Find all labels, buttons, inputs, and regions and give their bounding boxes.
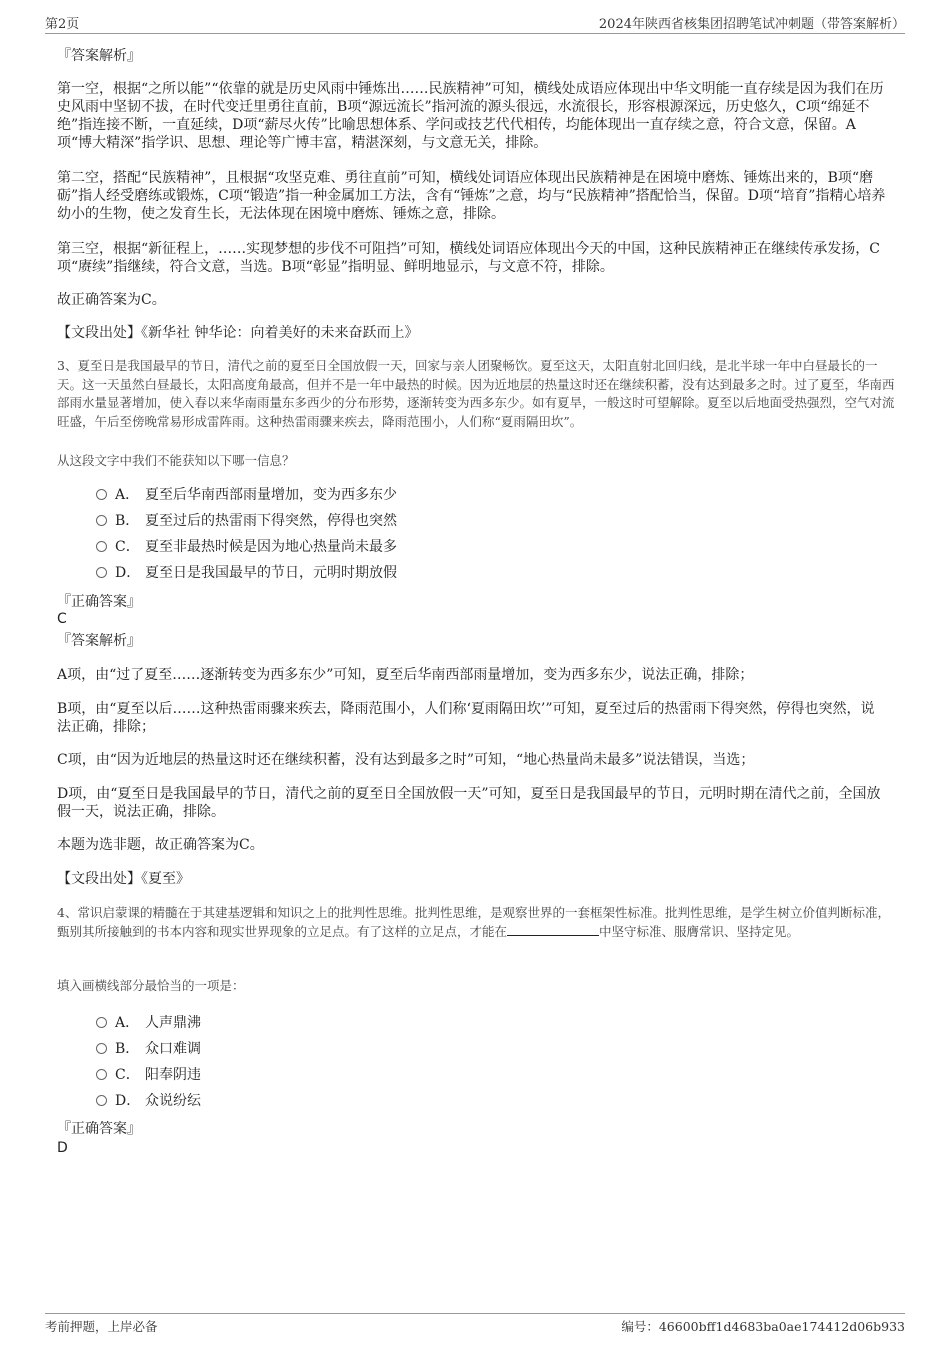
option-c[interactable]: C． 阳奉阴违 [96,1065,201,1085]
question-4-prompt: 填入画横线部分最恰当的一项是： [57,978,245,993]
option-c[interactable]: C． 夏至非最热时候是因为地心热量尚未最多 [96,537,397,557]
radio-icon[interactable] [96,541,107,552]
document-title: 2024年陕西省核集团招聘笔试冲刺题（带答案解析） [598,17,905,32]
question-3-stem: 3、夏至日是我国最早的节日，清代之前的夏至日全国放假一天，回家与亲人团聚畅饮。夏至这天，太阳直射北回归线，是北半球一年中白昼最长的一天。这一天虽然白昼最长，太阳高度角最高，但并不是一年中最热的时候。因为近地层的热量这时还在继续积蓄，没有达到最多之时。过了夏至，华南西部雨水量显著增加，使入春以来华南雨量东多西少的分布形势，逐渐转变为西多东少。如有夏旱，一般这时可望解除。夏至以后地面受热强烈，空气对流旺盛，午后至傍晚常易形成雷阵雨。这种热雷雨骤来疾去，降雨范围小，人们称“夏雨隔田坎”。 [57,358,895,429]
option-d[interactable]: D． 众说纷纭 [96,1091,201,1111]
footer-note: 考前押题，上岸必备 [45,1319,158,1334]
option-a[interactable]: A． 人声鼎沸 [96,1013,201,1033]
analysis-paragraph-3: 第三空，根据“新征程上，……实现梦想的步伐不可阻挡”可知，横线处词语应体现出今天的中国，这种民族精神正在继续传承发扬，C项“赓续”指继续，符合文意，当选。B项“彰显”指明显、鲜明地显示，与文意不符，排除。 [57,241,881,275]
option-a[interactable]: A． 夏至后华南西部雨量增加，变为西多东少 [96,485,397,505]
correct-answer-label: 『正确答案』 [57,594,141,610]
correct-answer: C [57,611,67,627]
option-b[interactable]: B． 众口难调 [96,1039,201,1059]
radio-icon[interactable] [96,1095,107,1106]
analysis-paragraph-1: 第一空，根据“之所以能”“依靠的就是历史风雨中锤炼出……民族精神”可知，横线处成语应体现出中华文明能一直存续是因为我们在历史风雨中坚韧不拔，在时代变迁里勇往直前，B项“源远流长”指河流的源头很远，水流很长，形容根源深远，历史悠久，C项“绵延不绝”指连接不断，一直延续，D项“薪尽火传”比喻思想体系、学问或技艺代代相传，均能体现出一直存续之意，符合文意，保留。A项“博大精深”指学识、思想、理论等广博丰富，精湛深刻，与文意无关，排除。 [57,81,884,151]
radio-icon[interactable] [96,515,107,526]
radio-icon[interactable] [96,1069,107,1080]
analysis-item-b: B项，由“夏至以后……这种热雷雨骤来疾去，降雨范围小，人们称‘夏雨隔田坎’”可知，夏至过后的热雷雨下得突然，停得也突然，说法正确，排除； [57,701,875,735]
radio-icon[interactable] [96,489,107,500]
question-3-prompt: 从这段文字中我们不能获知以下哪一信息？ [57,453,295,468]
correct-answer-label: 『正确答案』 [57,1121,141,1137]
option-d[interactable]: D． 夏至日是我国最早的节日，元明时期放假 [96,563,397,583]
source-citation: 【文段出处】《新华社 钟华论：向着美好的未来奋跃而上》 [57,325,419,341]
document-serial: 编号：46600bff1d4683ba0ae174412d06b933 [621,1319,905,1334]
option-b[interactable]: B． 夏至过后的热雷雨下得突然，停得也突然 [96,511,397,531]
page-header [45,13,905,34]
analysis-item-d: D项，由“夏至日是我国最早的节日，清代之前的夏至日全国放假一天”可知，夏至日是我国最早的节日，元明时期在清代之前，全国放假一天，说法正确，排除。 [57,786,881,820]
page-number: 第2页 [45,17,80,32]
page-footer [45,1313,905,1337]
fill-in-blank [507,923,599,936]
source-citation: 【文段出处】《夏至》 [57,871,190,887]
analysis-item-a: A项，由“过了夏至……逐渐转变为西多东少”可知，夏至后华南西部雨量增加，变为西多东少，说法正确，排除； [57,667,754,683]
analysis-paragraph-2: 第二空，搭配“民族精神”，且根据“攻坚克难、勇往直前”可知，横线处词语应体现出民族精神是在困境中磨炼、锤炼出来的，B项“磨砺”指人经受磨练或锻炼，C项“锻造”指一种金属加工方法，含有“锤炼”之意，均与“民族精神”搭配恰当，保留。D项“培育”指精心培养幼小的生物，使之发育生长，无法体现在困境中磨炼、锤炼之意，排除。 [57,170,886,222]
radio-icon[interactable] [96,1043,107,1054]
radio-icon[interactable] [96,567,107,578]
question-4-stem: 4、常识启蒙课的精髓在于其建基逻辑和知识之上的批判性思维。批判性思维，是观察世界的一套框架性标准。批判性思维，是学生树立价值判断标准，甄别其所接触到的书本内容和现实世界现象的立足点。有了这样的立足点，才能在 中坚守标准、服膺常识、坚持定见。 [57,905,890,939]
conclusion: 故正确答案为C。 [57,292,166,308]
radio-icon[interactable] [96,1017,107,1028]
correct-answer: D [57,1140,68,1156]
analysis-label: 『答案解析』 [57,48,141,64]
conclusion: 本题为选非题，故正确答案为C。 [57,837,264,853]
analysis-label: 『答案解析』 [57,633,141,649]
analysis-item-c: C项，由“因为近地层的热量这时还在继续积蓄，没有达到最多之时”可知，“地心热量尚未最多”说法错误，当选； [57,752,755,768]
